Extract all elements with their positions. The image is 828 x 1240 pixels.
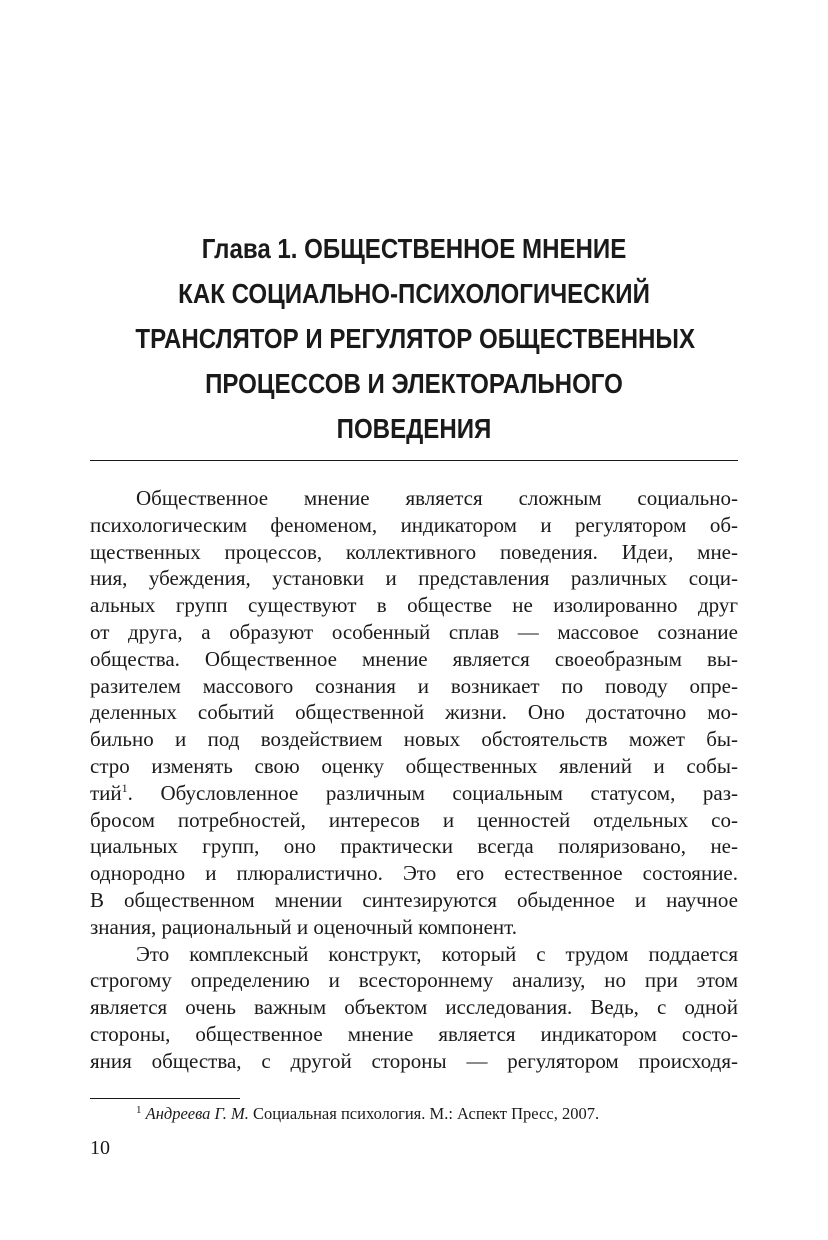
title-divider [90, 460, 738, 461]
page-number: 10 [90, 1137, 110, 1159]
text-line: знания, рациональный и оценочный компонент. [90, 914, 517, 939]
footnote [90, 1103, 738, 1125]
text-line: стро изменять свою оценку общественных явлений и собы- [90, 753, 738, 778]
chapter-title-line: КАК СОЦИАЛЬНО-ПСИХОЛОГИЧЕСКИЙ [178, 278, 650, 309]
footnote-text: Социальная психология. М.: Аспект Пресс, 2007. [248, 1104, 600, 1123]
text-fragment: тий [90, 780, 122, 805]
chapter-title-line: Глава 1. ОБЩЕСТВЕННОЕ МНЕНИЕ [201, 233, 627, 264]
text-line: ния, убеждения, установки и представления различных соци- [90, 566, 738, 591]
text-line: яния общества, с другой стороны — регулятором происходя- [90, 1048, 738, 1073]
chapter-title-line: ПРОЦЕССОВ И ЭЛЕКТОРАЛЬНОГО [205, 368, 623, 399]
text-line: психологическим феноменом, индикатором и регулятором об- [90, 512, 738, 537]
text-fragment: . Обусловленное различным социальным статусом, раз- [127, 780, 738, 805]
footnote-author: Андреева Г. М. [145, 1104, 249, 1123]
footnote-reference[interactable]: 1 [121, 780, 128, 795]
text-line: альных групп существуют в обществе не изолированно друг [90, 593, 738, 618]
text-line: общества. Общественное мнение является своеобразным вы- [90, 646, 738, 671]
chapter-title-line: ПОВЕДЕНИЯ [336, 413, 492, 444]
text-line: разителем массового сознания и возникает по поводу опре- [90, 673, 738, 698]
text-line: Это комплексный конструкт, который с трудом поддается [136, 941, 738, 966]
text-line: бильно и под воздействием новых обстоятельств может бы- [90, 727, 738, 752]
text-line: циальных групп, оно практически всегда поляризовано, не- [90, 834, 738, 859]
text-line-with-footnote [90, 780, 738, 807]
text-line: В общественном мнении синтезируются обыденное и научное [90, 887, 738, 912]
chapter-title [135, 226, 696, 451]
text-line: однородно и плюралистично. Это его естественное состояние. [90, 861, 738, 886]
text-line: от друга, а образуют особенный сплав — массовое сознание [90, 619, 738, 644]
text-line: щественных процессов, коллективного поведения. Идеи, мне- [90, 539, 738, 564]
body-text [90, 485, 738, 1075]
text-line: стороны, общественное мнение является индикатором состо- [90, 1021, 738, 1046]
footnote-marker: 1 [136, 1104, 142, 1116]
text-line: строгому определению и всестороннему анализу, но при этом [90, 968, 738, 993]
text-line: является очень важным объектом исследования. Ведь, с одной [90, 995, 738, 1020]
text-line: Общественное мнение является сложным социально- [136, 486, 738, 510]
text-line: бросом потребностей, интересов и ценностей отдельных со- [90, 807, 738, 832]
chapter-title-line: ТРАНСЛЯТОР И РЕГУЛЯТОР ОБЩЕСТВЕННЫХ [135, 323, 696, 354]
text-line: деленных событий общественной жизни. Оно достаточно мо- [90, 700, 738, 725]
footnote-divider [90, 1098, 240, 1099]
